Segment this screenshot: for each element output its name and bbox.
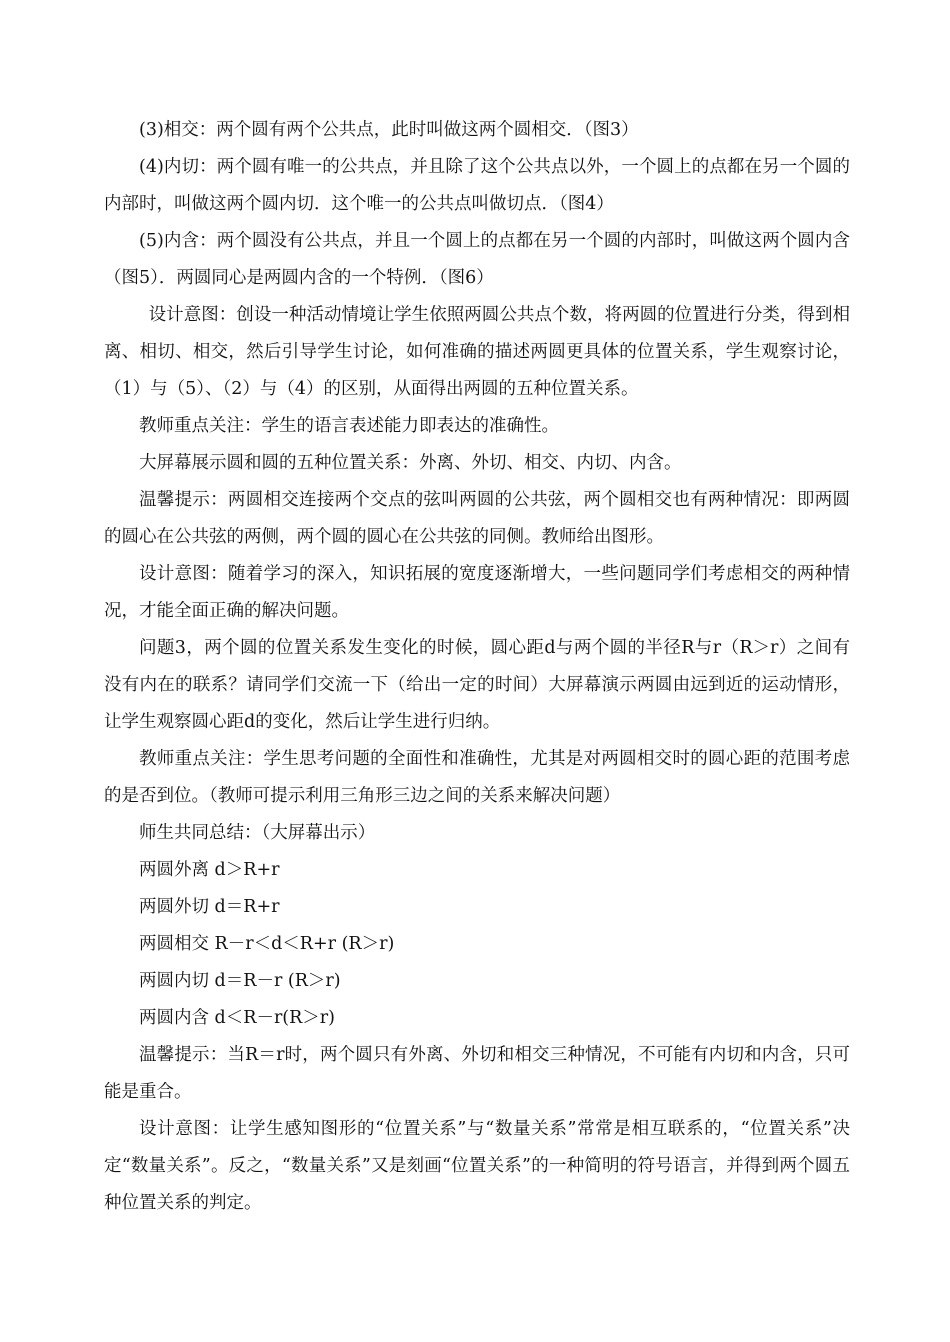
paragraph-screen-display: 大屏幕展示圆和圆的五种位置关系：外离、外切、相交、内切、内含。 <box>139 453 682 473</box>
paragraph-design-intent-2: 设计意图：随着学习的深入，知识拓展的宽度逐渐增大，一些问题同学们考虑相交的两种情况，才能全面正确的解决问题。 <box>104 564 850 621</box>
paragraph-internal-tangent-definition: (4)内切：两个圆有唯一的公共点，并且除了这个公共点以外，一个圆上的点都在另一个圆的内部时，叫做这两个圆内切．这个唯一的公共点叫做切点．（图4） <box>104 157 850 214</box>
formula-intersect: 两圆相交 R－r＜d＜R+r (R＞r) <box>139 934 395 954</box>
paragraph-design-intent-1: 设计意图：创设一种活动情境让学生依照两圆公共点个数，将两圆的位置进行分类，得到相离、相切、相交，然后引导学生讨论，如何准确的描述两圆更具体的位置关系，学生观察讨论，（1）与（5）、（2）与（4）的区别，从面得出两圆的五种位置关系。 <box>104 305 850 399</box>
paragraph-summary-heading: 师生共同总结：（大屏幕出示） <box>139 823 376 843</box>
document-page <box>104 112 850 1222</box>
paragraph-teacher-focus-2: 教师重点关注：学生思考问题的全面性和准确性，尤其是对两圆相交时的圆心距的范围考虑的是否到位。（教师可提示利用三角形三边之间的关系来解决问题） <box>104 749 850 806</box>
formula-internal-tangent: 两圆内切 d＝R－r (R＞r) <box>139 971 341 991</box>
formula-contained: 两圆内含 d＜R－r(R＞r) <box>139 1008 336 1028</box>
paragraph-contained-definition: (5)内含：两个圆没有公共点，并且一个圆上的点都在另一个圆的内部时，叫做这两个圆内含（图5）．两圆同心是两圆内含的一个特例．（图6） <box>104 231 850 288</box>
paragraph-question-3: 问题3，两个圆的位置关系发生变化的时候，圆心距d与两个圆的半径R与r（R＞r）之间有没有内在的联系？请同学们交流一下（给出一定的时间）大屏幕演示两圆由远到近的运动情形，让学生观察圆心距d的变化，然后让学生进行归纳。 <box>104 638 850 732</box>
paragraph-design-intent-3: 设计意图：让学生感知图形的“位置关系”与“数量关系”常常是相互联系的，“位置关系”决定“数量关系”。反之，“数量关系”又是刻画“位置关系”的一种简明的符号语言，并得到两个圆五种位置关系的判定。 <box>104 1119 850 1213</box>
paragraph-intersect-definition: (3)相交：两个圆有两个公共点，此时叫做这两个圆相交．（图3） <box>139 120 639 140</box>
paragraph-tip-1: 温馨提示：两圆相交连接两个交点的弦叫两圆的公共弦，两个圆相交也有两种情况：即两圆的圆心在公共弦的两侧，两个圆的圆心在公共弦的同侧。教师给出图形。 <box>104 490 850 547</box>
paragraph-teacher-focus-1: 教师重点关注：学生的语言表述能力即表达的准确性。 <box>139 416 559 436</box>
paragraph-tip-2: 温馨提示：当R＝r时，两个圆只有外离、外切和相交三种情况，不可能有内切和内含，只可能是重合。 <box>104 1045 850 1102</box>
formula-external-tangent: 两圆外切 d＝R+r <box>139 897 280 917</box>
formula-external-separate: 两圆外离 d＞R+r <box>139 860 280 880</box>
